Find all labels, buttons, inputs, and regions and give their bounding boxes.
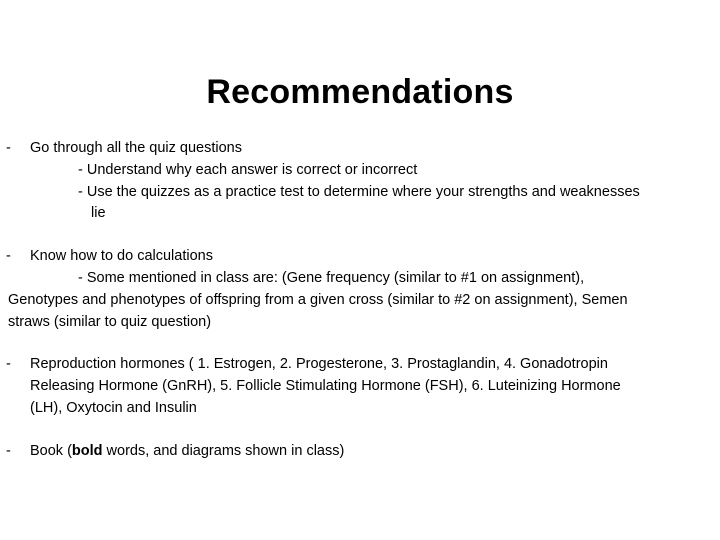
bullet-text	[30, 440, 344, 462]
bullet-continuation: Genotypes and phenotypes of offspring from a given cross (similar to #2 on assignment), Semen	[8, 292, 628, 308]
bullet-marker: -	[6, 248, 11, 264]
bullet-continuation: Releasing Hormone (GnRH), 5. Follicle Stimulating Hormone (FSH), 6. Luteinizing Hormone	[30, 378, 621, 394]
sub-bullet-text: - Some mentioned in class are: (Gene frequency (similar to #1 on assignment),	[78, 270, 585, 286]
bullet-text: Go through all the quiz questions	[30, 140, 242, 156]
sub-bullet-text: - Understand why each answer is correct or incorrect	[78, 162, 418, 178]
bullet-text-part: words, and diagrams shown in class)	[102, 443, 345, 459]
bullet-text: Reproduction hormones ( 1. Estrogen, 2. Progesterone, 3. Prostaglandin, 4. Gonadotropin	[30, 356, 608, 372]
slide-title: Recommendations	[206, 73, 514, 111]
sub-bullet-text: - Use the quizzes as a practice test to determine where your strengths and weaknesses	[78, 184, 640, 200]
bullet-text-part: Book (	[30, 443, 72, 459]
bullet-text: Know how to do calculations	[30, 248, 213, 264]
bullet-continuation: straws (similar to quiz question)	[8, 314, 212, 330]
sub-bullet-continuation: lie	[91, 205, 106, 221]
bold-word: bold	[71, 443, 103, 459]
bullet-continuation: (LH), Oxytocin and Insulin	[30, 400, 197, 416]
bullet-marker: -	[6, 443, 11, 459]
bullet-marker: -	[6, 140, 11, 156]
bullet-marker: -	[6, 356, 11, 372]
